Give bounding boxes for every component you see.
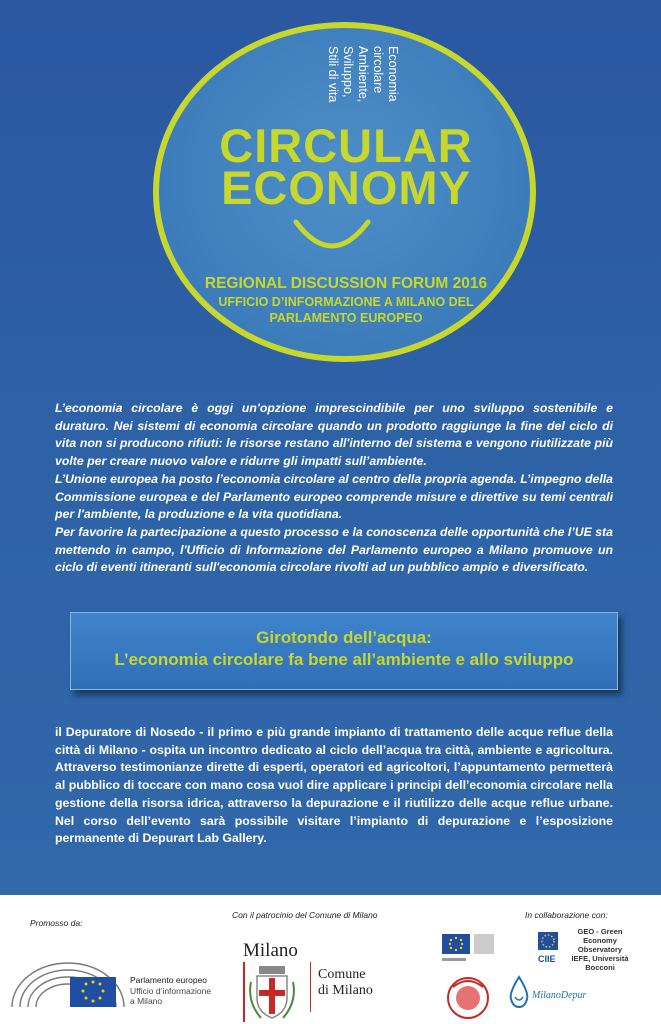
geo-line: Economy xyxy=(583,936,617,945)
collab-label: In collaborazione con: xyxy=(525,910,608,920)
milano-crest-icon xyxy=(243,962,301,1022)
intro-text xyxy=(55,400,613,577)
geo-line: IEFE, Università xyxy=(571,954,629,963)
forum-sub1: UFFICIO D’INFORMAZIONE A MILANO DEL xyxy=(218,295,474,309)
comune-di-milano xyxy=(318,967,373,999)
smile-icon xyxy=(292,218,372,254)
comune-line1: Comune xyxy=(318,967,366,982)
ep-line1: Parlamento europeo xyxy=(130,975,208,985)
forum-heading xyxy=(178,274,514,326)
geo-line: Observatory xyxy=(577,945,623,954)
intro-paragraph: L’Unione europea ha posto l’economia circolare al centro della propria agenda. L’impegno della Commissione europea e del Parlamento europeo comprende misure e direttive su temi centrali per l'ambiente, la produzione e la vita quotidiana. xyxy=(55,471,613,522)
comune-line2: di Milano xyxy=(318,983,373,998)
ciie-label: CIIE xyxy=(538,954,556,964)
promoted-label: Promosso da: xyxy=(30,918,83,928)
event-subtitle: L’economia circolare fa bene all’ambiente e allo sviluppo xyxy=(114,650,574,669)
intro-paragraph: L’economia circolare è oggi un'opzione imprescindibile per uno sviluppo sostenibile e duraturo. Nei sistemi di economia circolare quando un prodotto raggiunge la fine del ciclo di vita non si producono rifiuti: le risorse restano all'interno del sistema e vengono riutilizzate più volte per creare nuovo valore e ridurre gli impatti sull’ambiente. xyxy=(55,401,613,469)
geo-line: Bocconi xyxy=(585,963,615,972)
ep-line2: Ufficio d’informazione xyxy=(130,985,212,996)
milano-label: Milano xyxy=(243,940,298,961)
geo-observatory xyxy=(565,927,635,972)
water-drop-icon xyxy=(507,975,531,1009)
european-parliament-logo xyxy=(8,955,126,1013)
tagline-line: Stili di vita xyxy=(326,46,340,103)
tagline-line: Sviluppo, xyxy=(341,46,355,98)
event-title: Girotondo dell’acqua: xyxy=(256,628,432,647)
logo-economy: ECONOMY xyxy=(221,161,471,214)
patronage-label: Con il patrocinio del Comune di Milano xyxy=(232,910,378,920)
intro-paragraph: Per favorire la partecipazione a questo processo e la conoscenza delle opportunità che l’UE sta mettendo in campo, l'Ufficio di Informazione del Parlamento europeo a Milano promuove un ciclo di eventi itineranti sull'economia circolare rivolti ad un pubblico ampio e diversificato. xyxy=(55,524,613,575)
tagline-line: Economia xyxy=(386,46,400,102)
tagline xyxy=(300,46,400,126)
event-description: il Depuratore di Nosedo - il primo e più grande impianto di trattamento delle acque reflue della città di Milano - ospita un incontro dedicato al ciclo dell’acqua tra città, ambiente e agricoltura. Attraverso testimonianze dirette di esperti, operatori ed agricoltori, l’appuntamento permetterà al pubblico di toccare con mano cosa vuol dire applicare i principi dell’economia circolare nella gestione della risorsa idrica, attraverso la depurazione e il riutilizzo delle acque reflue urbane. Nel corso dell’evento sarà possibile visitare l’impianto di depurazione e l’esposizione permanente di Depurart Lab Gallery. xyxy=(55,725,613,846)
event-title-box xyxy=(70,612,618,690)
milanodepur-label: MilanoDepur xyxy=(532,990,587,1001)
movimento-logo xyxy=(445,975,491,1021)
ep-text xyxy=(130,975,211,1007)
divider xyxy=(310,962,311,1012)
geo-line: GEO - Green xyxy=(577,927,623,936)
logo-circular: CIRCULAR xyxy=(219,119,473,172)
eu-commission-logo xyxy=(440,930,496,968)
ep-line3: a Milano xyxy=(130,996,163,1006)
tagline-line: circolare xyxy=(371,46,385,94)
forum-sub2: PARLAMENTO EUROPEO xyxy=(269,311,423,325)
forum-title: REGIONAL DISCUSSION FORUM 2016 xyxy=(204,275,488,292)
tagline-line: Ambiente, xyxy=(356,46,370,103)
